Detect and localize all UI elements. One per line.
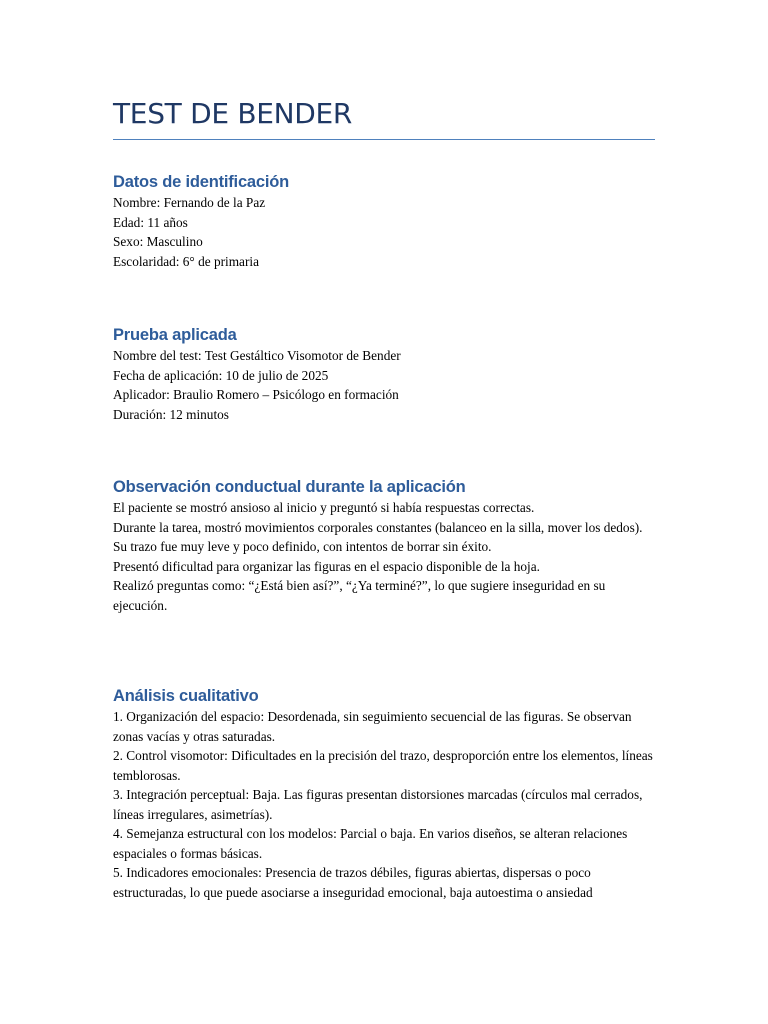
section-behavioral-observation bbox=[113, 476, 658, 615]
section-heading: Datos de identificación bbox=[113, 173, 290, 191]
analysis-item: 5. Indicadores emocionales: Presencia de trazos débiles, figuras abiertas, dispersas o poco estructuradas, lo que puede asociarse a inseguridad emocional, baja autoestima o ansiedad bbox=[113, 865, 593, 900]
section-identification bbox=[113, 171, 658, 271]
test-name: Nombre del test: Test Gestáltico Visomotor de Bender bbox=[113, 348, 401, 363]
analysis-item: 1. Organización del espacio: Desordenada, sin seguimiento secuencial de las figuras. Se observan zonas vacías y otras saturadas. bbox=[113, 709, 632, 744]
identification-sex: Sexo: Masculino bbox=[113, 234, 203, 249]
observation-paragraph: Su trazo fue muy leve y poco definido, con intentos de borrar sin éxito. bbox=[113, 539, 492, 554]
identification-name: Nombre: Fernando de la Paz bbox=[113, 195, 266, 210]
observation-paragraph: Durante la tarea, mostró movimientos corporales constantes (balanceo en la silla, mover los dedos). bbox=[113, 519, 643, 535]
test-date: Fecha de aplicación: 10 de julio de 2025 bbox=[113, 367, 329, 383]
identification-schooling: Escolaridad: 6° de primaria bbox=[113, 253, 259, 269]
analysis-item: 2. Control visomotor: Dificultades en la precisión del trazo, desproporción entre los elementos, líneas temblorosas. bbox=[113, 748, 653, 783]
section-qualitative-analysis bbox=[113, 685, 658, 902]
section-heading: Observación conductual durante la aplicación bbox=[113, 478, 466, 496]
document-title: TEST DE BENDER bbox=[113, 97, 353, 130]
test-applicator: Aplicador: Braulio Romero – Psicólogo en formación bbox=[113, 387, 399, 402]
observation-paragraph: Presentó dificultad para organizar las figuras en el espacio disponible de la hoja. bbox=[113, 558, 540, 574]
test-duration: Duración: 12 minutos bbox=[113, 406, 229, 422]
analysis-item: 3. Integración perceptual: Baja. Las figuras presentan distorsiones marcadas (círculos mal cerrados, líneas irregulares, asimetrías). bbox=[113, 787, 643, 822]
title-underline bbox=[113, 139, 655, 140]
observation-paragraph: Realizó preguntas como: “¿Está bien así?”, “¿Ya terminé?”, lo que sugiere inseguridad en su ejecución. bbox=[113, 578, 606, 613]
section-applied-test bbox=[113, 324, 658, 424]
section-heading: Análisis cualitativo bbox=[113, 687, 259, 705]
observation-paragraph: El paciente se mostró ansioso al inicio y preguntó si había respuestas correctas. bbox=[113, 500, 535, 515]
analysis-item: 4. Semejanza estructural con los modelos: Parcial o baja. En varios diseños, se alteran relaciones espaciales o formas básicas. bbox=[113, 826, 628, 861]
identification-age: Edad: 11 años bbox=[113, 214, 188, 230]
section-heading: Prueba aplicada bbox=[113, 326, 237, 344]
